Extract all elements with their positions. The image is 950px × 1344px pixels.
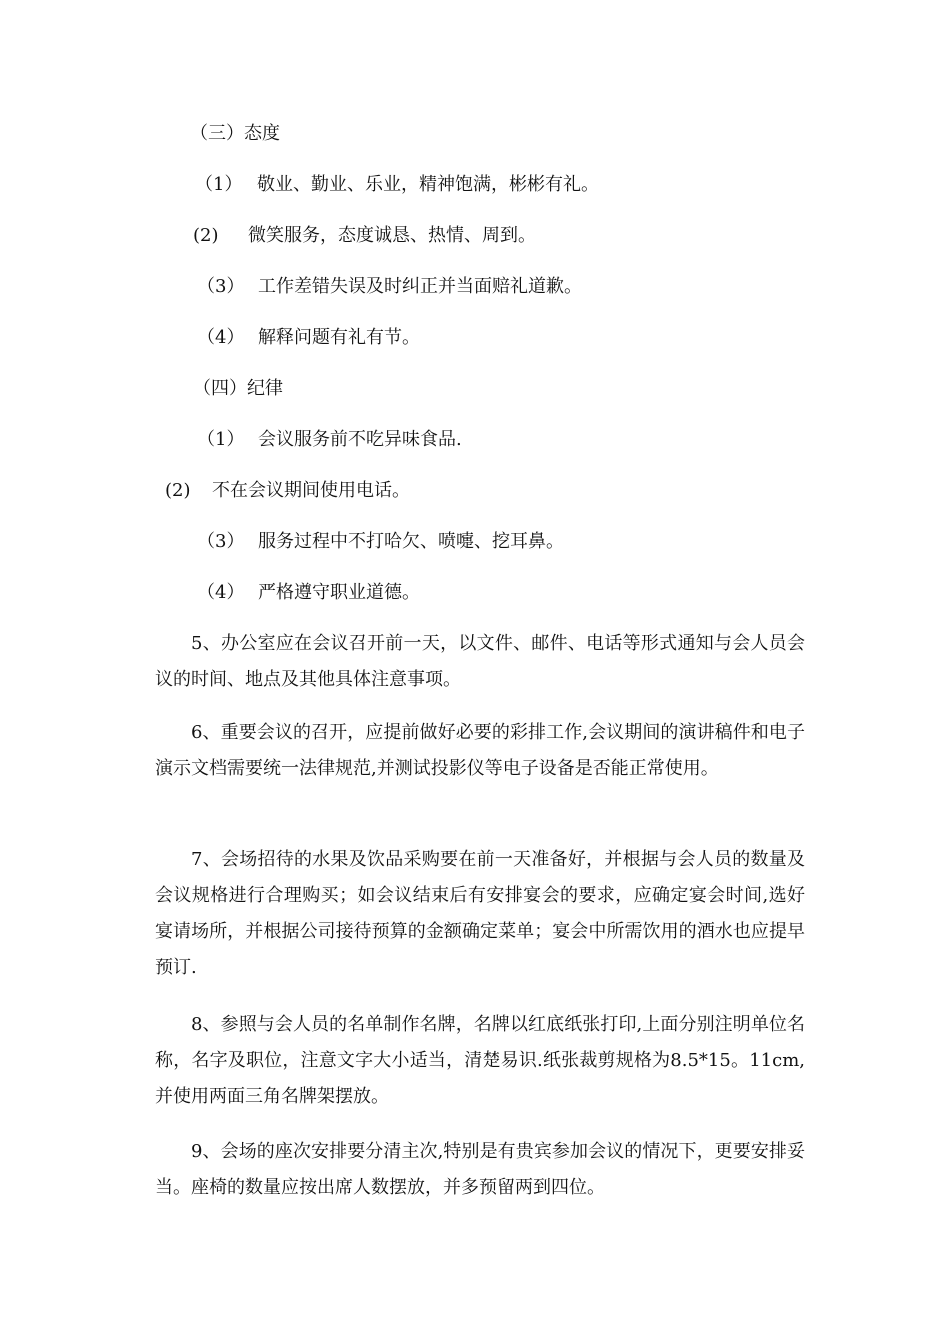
paragraph-7: 7、会场招待的水果及饮品采购要在前一天准备好，并根据与会人员的数量及会议规格进行合理购买；如会议结束后有安排宴会的要求，应确定宴会时间,选好宴请场所，并根据公司接待预算的金额确定菜单；宴会中所需饮用的酒水也应提早预订.	[155, 849, 805, 978]
paragraph-5: 5、办公室应在会议召开前一天，以文件、邮件、电话等形式通知与会人员会议的时间、地点及其他具体注意事项。	[155, 633, 805, 690]
paragraph-6: 6、重要会议的召开，应提前做好必要的彩排工作,会议期间的演讲稿件和电子演示文档需要统一法律规范,并测试投影仪等电子设备是否能正常使用。	[155, 722, 805, 779]
list-item-text: 严格遵守职业道德。	[258, 582, 420, 603]
list-item	[165, 479, 410, 503]
list-item-number: （4）	[197, 327, 245, 348]
list-item-number: （1）	[195, 174, 243, 195]
section-heading-discipline: （四）纪律	[193, 378, 283, 399]
list-item-number: (2)	[193, 225, 219, 246]
list-item	[193, 224, 536, 248]
list-item-text: 敬业、勤业、乐业，精神饱满，彬彬有礼。	[257, 174, 599, 195]
list-item-text: 微笑服务，态度诚恳、热情、周到。	[248, 225, 536, 246]
list-item-number: （3）	[197, 276, 245, 297]
list-item-number: (2)	[165, 480, 191, 501]
list-item-text: 解释问题有礼有节。	[258, 327, 420, 348]
list-item-text: 不在会议期间使用电话。	[212, 480, 410, 501]
list-item	[197, 581, 420, 605]
section-heading-attitude: （三）态度	[190, 123, 280, 144]
list-item-text: 工作差错失误及时纠正并当面赔礼道歉。	[258, 276, 582, 297]
list-item-text: 服务过程中不打哈欠、喷嚏、挖耳鼻。	[258, 531, 564, 552]
list-item-number: （1）	[197, 429, 245, 450]
paragraph-8: 8、参照与会人员的名单制作名牌，名牌以红底纸张打印,上面分别注明单位名称，名字及职位，注意文字大小适当，清楚易识.纸张裁剪规格为8.5*15。11cm,并使用两面三角名牌架摆放。	[155, 1014, 805, 1107]
list-item-number: （3）	[197, 531, 245, 552]
list-item	[197, 326, 420, 350]
list-item	[195, 173, 599, 197]
list-item	[197, 275, 582, 299]
paragraph-9: 9、会场的座次安排要分清主次,特别是有贵宾参加会议的情况下，更要安排妥当。座椅的数量应按出席人数摆放，并多预留两到四位。	[155, 1141, 805, 1198]
list-item	[197, 428, 462, 452]
list-item	[197, 530, 564, 554]
list-item-text: 会议服务前不吃异味食品.	[258, 429, 462, 450]
list-item-number: （4）	[197, 582, 245, 603]
